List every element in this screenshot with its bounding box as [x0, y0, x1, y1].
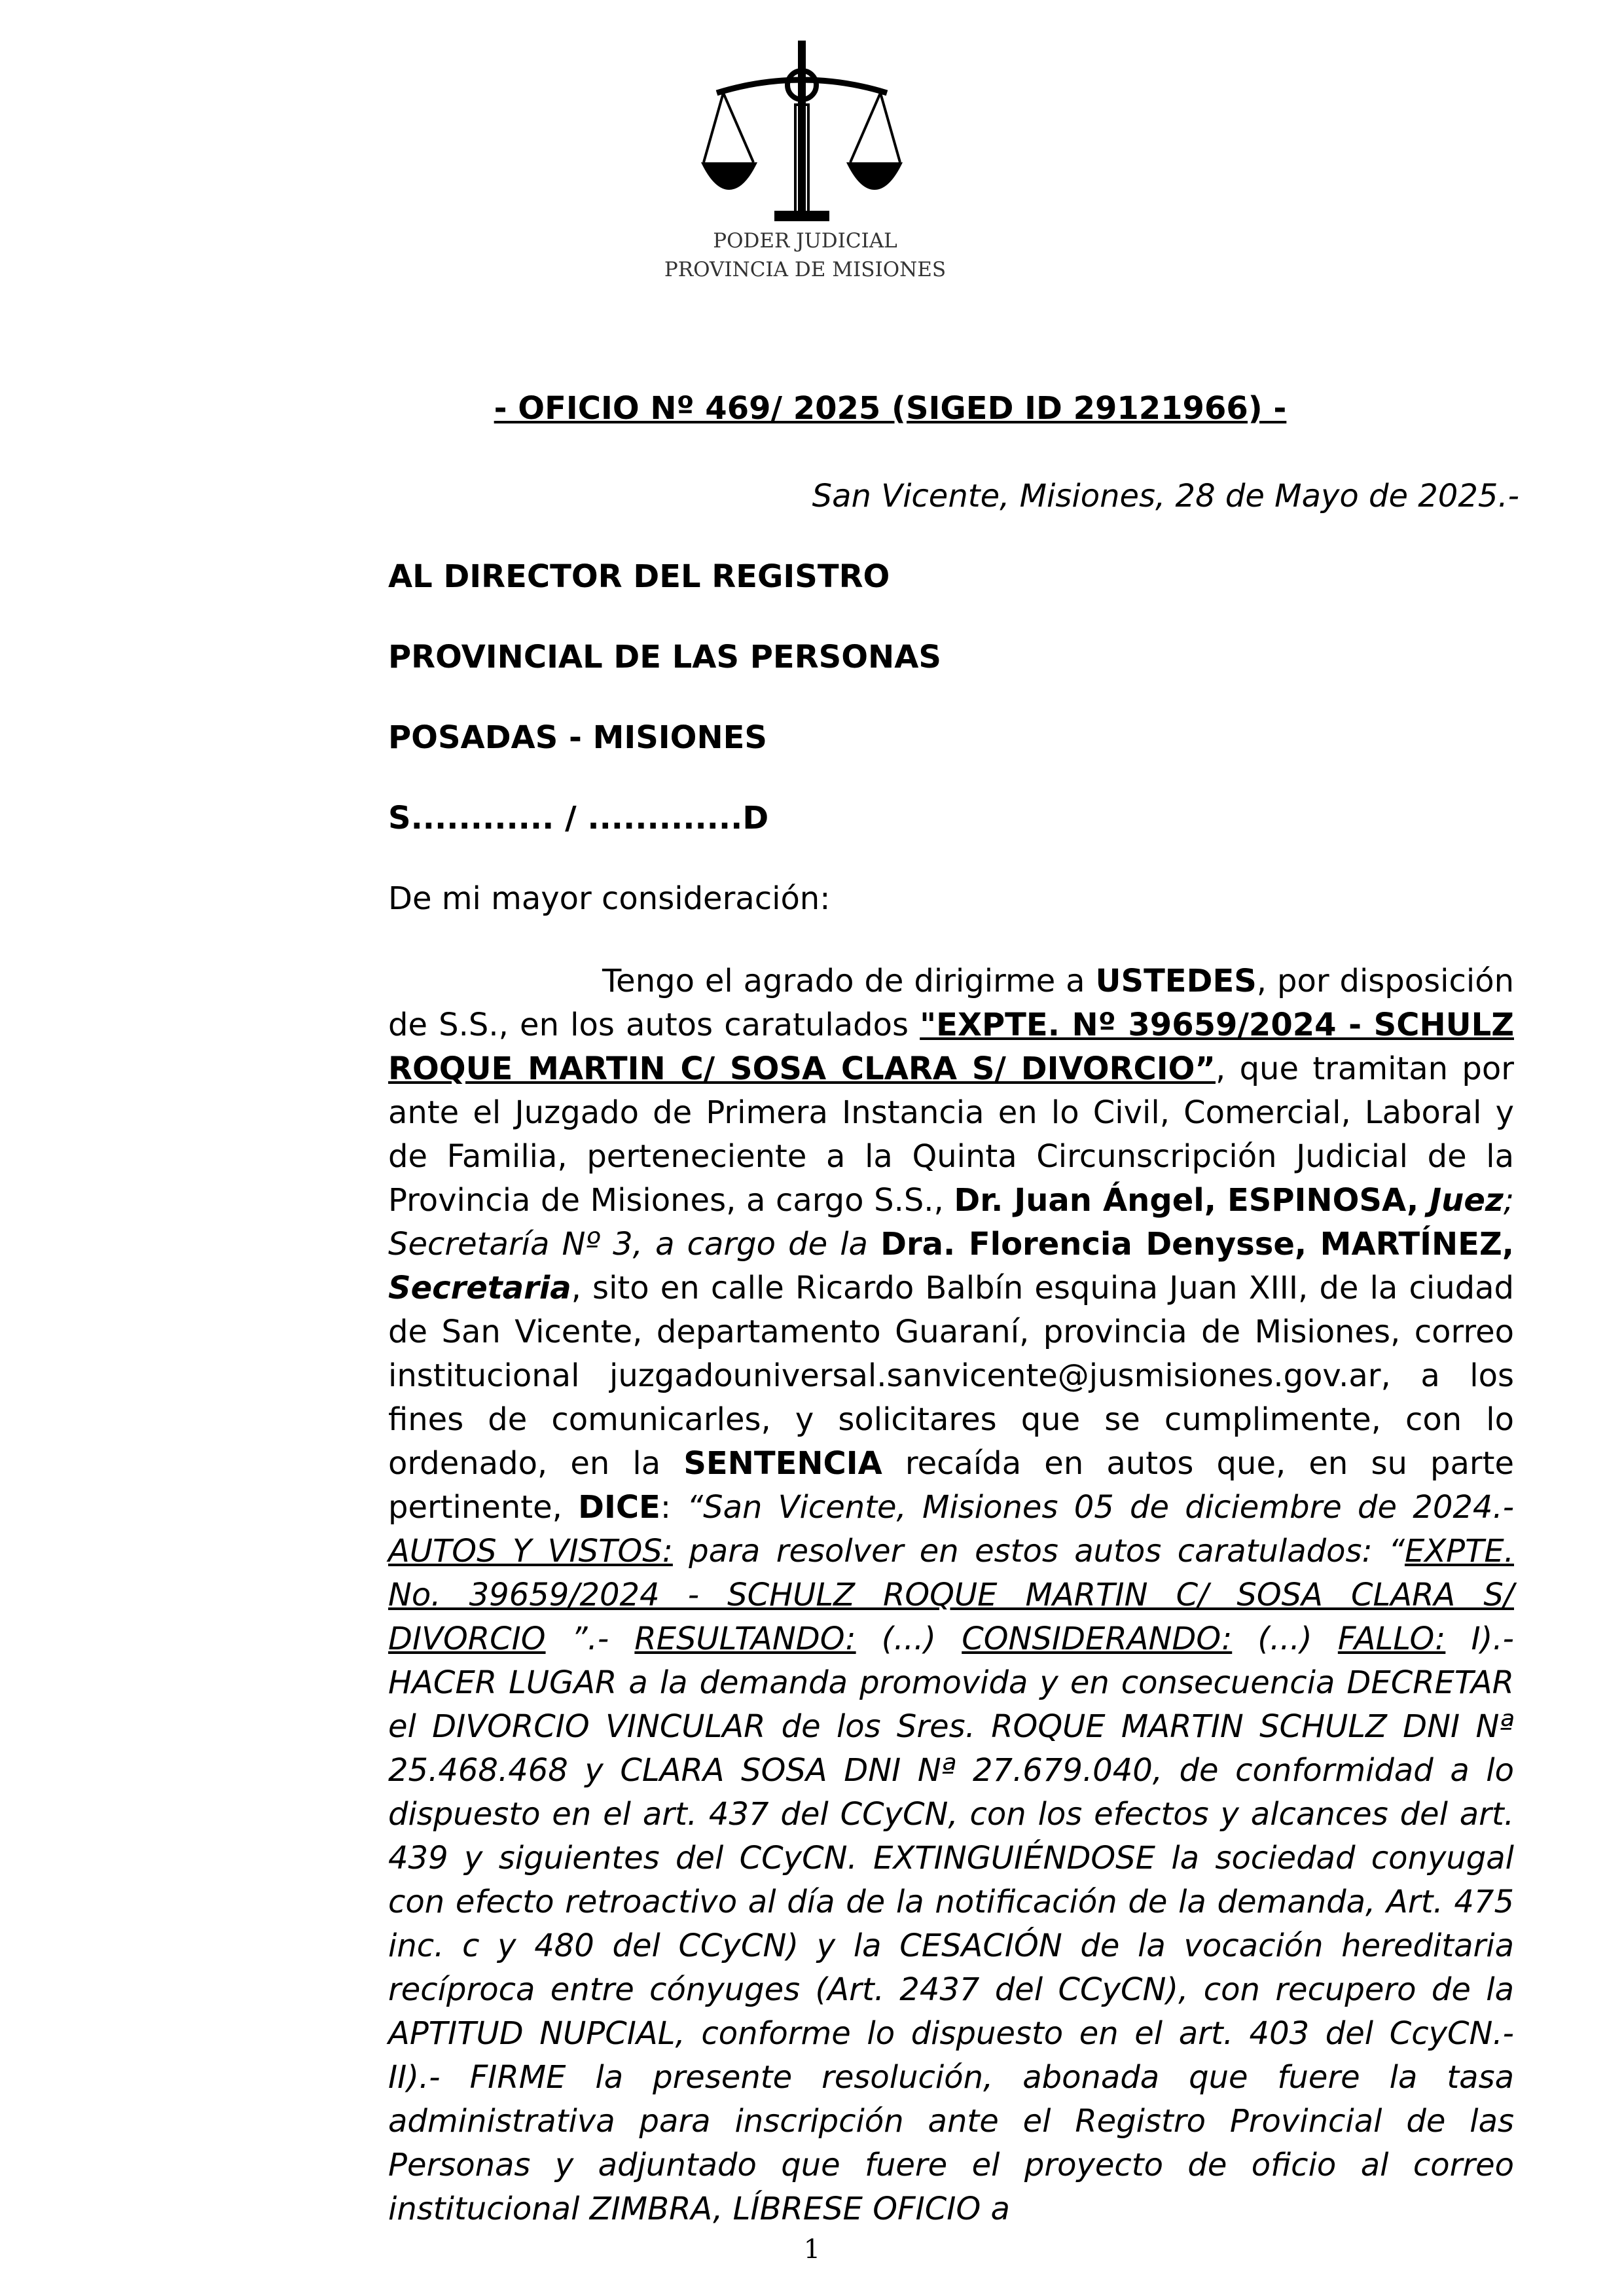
body-text: , que tramitan por ante el Juzgado de Primera Instancia en lo Civil, Comercial, Laboral y de Familia, perteneciente a la Quinta Circunscripción Judicial de la Provincia de Misiones, a cargo S.S.,: [388, 1050, 1515, 1219]
body-text-bold: SENTENCIA: [683, 1445, 882, 1482]
body-text: , sito en calle Ricardo Balbín esquina Juan XIII, de la ciudad de San Vicente, departamento Guaraní, provincia de Misiones, correo institucional juzgadouniversal.sanvicente@jusmisiones.gov.ar, a los fines de comunicarles, y solicitares que se cumplimente, con lo ordenado, en la: [388, 1270, 1514, 1482]
addressee-line-3: POSADAS - MISIONES: [388, 719, 767, 756]
secretary-name: Dra. Florencia Denysse, MARTÍNEZ,: [880, 1226, 1515, 1263]
addressee-line-1: AL DIRECTOR DEL REGISTRO: [388, 558, 890, 595]
secretary-title: Secretaria: [388, 1270, 571, 1306]
judge-name: Dr. Juan Ángel, ESPINOSA,: [954, 1182, 1430, 1219]
quote-text: “San Vicente, Misiones 05 de diciembre de 2024.-: [687, 1489, 1515, 1526]
quote-text: (...): [856, 1621, 962, 1657]
addressee-line-2: PROVINCIAL DE LAS PERSONAS: [388, 639, 941, 675]
quote-heading: FALLO:: [1337, 1621, 1446, 1657]
document-title: - OFICIO Nº 469/ 2025 (SIGED ID 29121966) -: [494, 390, 1287, 427]
judge-title: Juez: [1430, 1182, 1504, 1219]
body-text: recaída en autos que, en su parte pertinente,: [388, 1445, 1514, 1526]
case-reference: "EXPTE. Nº 39659/2024 - SCHULZ ROQUE MARTIN C/ SOSA CLARA S/ DIVORCIO”: [388, 1007, 1514, 1087]
scales-of-justice-logo: [697, 39, 907, 229]
addressee-salutation: S............ / .............D: [388, 800, 769, 836]
quote-text: para resolver en estos autos caratulados: “: [672, 1533, 1405, 1570]
quote-heading: CONSIDERANDO:: [962, 1621, 1233, 1657]
quote-case-reference: EXPTE. No. 39659/2024 - SCHULZ ROQUE MARTIN C/ SOSA CLARA S/ DIVORCIO: [388, 1533, 1515, 1657]
quote-heading: AUTOS Y VISTOS:: [388, 1533, 673, 1570]
body-paragraph: [388, 960, 1514, 2231]
document-date: San Vicente, Misiones, 28 de Mayo de 2025.-: [812, 478, 1519, 514]
body-text: :: [660, 1489, 687, 1526]
body-text-bold: USTEDES: [1095, 963, 1257, 999]
body-text: , por disposición de S.S., en los autos caratulados: [388, 963, 1514, 1043]
page-number: 1: [803, 2234, 821, 2265]
quote-text: (...): [1232, 1621, 1338, 1657]
letterhead-line-1: PODER JUDICIAL: [713, 229, 897, 253]
body-text-bold: DICE: [578, 1489, 660, 1526]
quote-text: ”.-: [545, 1621, 635, 1657]
quote-heading: RESULTANDO:: [634, 1621, 856, 1657]
letterhead-line-2: PROVINCIA DE MISIONES: [664, 258, 947, 281]
greeting: De mi mayor consideración:: [388, 880, 831, 917]
quote-text: I).- HACER LUGAR a la demanda promovida y en consecuencia DECRETAR el DIVORCIO VINCULAR de los Sres. ROQUE MARTIN SCHULZ DNI Nª 25.468.468 y CLARA SOSA DNI Nª 27.679.040, de conformidad a lo dispuesto en el art. 437 del CCyCN, con los efectos y alcances del art. 439 y siguientes del CCyCN. EXTINGUIÉNDOSE la sociedad conyugal con efecto retroactivo al día de la notificación de la demanda, Art. 475 inc. c y 480 del CCyCN) y la CESACIÓN de la vocación hereditaria recíproca entre cónyuges (Art. 2437 del CCyCN), con recupero de la APTITUD NUPCIAL, conforme lo dispuesto en el art. 403 del CcyCN.- II).- FIRME la presente resolución, abonada que fuere la tasa administrativa para inscripción ante el Registro Provincial de las Personas y adjuntado que fuere el proyecto de oficio al correo institucional ZIMBRA, LÍBRESE OFICIO a: [388, 1621, 1514, 2227]
body-text: ; Secretaría Nº 3, a cargo de la: [388, 1182, 1514, 1263]
body-text: Tengo el agrado de dirigirme a: [602, 963, 1096, 999]
